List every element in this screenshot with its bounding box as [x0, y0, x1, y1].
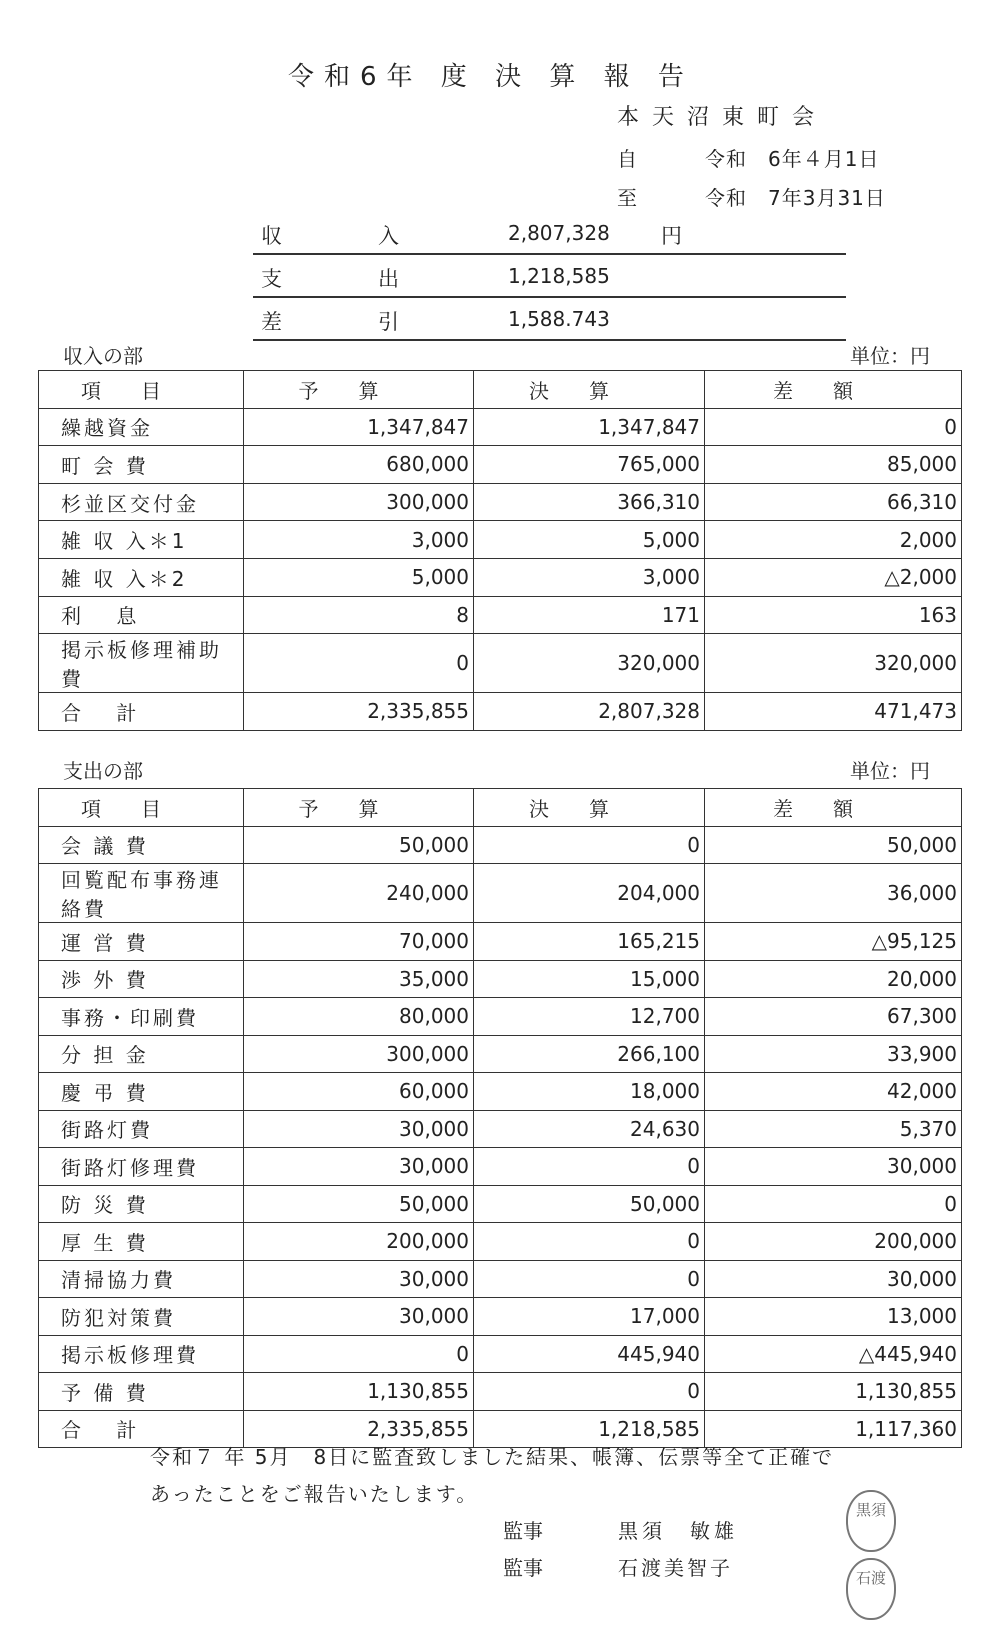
row-difference: 0 — [705, 1185, 962, 1223]
row-item-name: 雑 収 入＊1 — [39, 521, 244, 559]
auditor-role: 監事 — [503, 1556, 543, 1580]
table-row — [39, 1298, 962, 1336]
row-difference: 5,370 — [705, 1110, 962, 1148]
audit-statement-line1: 令和７ 年 5月 8日に監査致しました結果、帳簿、伝票等全て正確で — [150, 1445, 835, 1469]
row-difference: △2,000 — [705, 558, 962, 596]
row-item-name: 利 息 — [39, 596, 244, 634]
income-header-row — [39, 371, 962, 409]
row-item-name: 繰越資金 — [39, 408, 244, 446]
row-difference: △445,940 — [705, 1335, 962, 1373]
table-row — [39, 998, 962, 1036]
auditor-seal-stamp — [846, 1490, 896, 1552]
row-actual: 0 — [474, 1373, 705, 1411]
row-actual: 171 — [474, 596, 705, 634]
summary-row-expense — [253, 255, 846, 298]
row-item-name: 杉並区交付金 — [39, 483, 244, 521]
row-actual: 18,000 — [474, 1073, 705, 1111]
income-section-label: 収入の部 — [63, 344, 143, 368]
row-difference: 30,000 — [705, 1148, 962, 1186]
auditor-name: 石渡美智子 — [618, 1556, 733, 1580]
header-item: 項目 — [39, 789, 244, 827]
row-actual: 165,215 — [474, 923, 705, 961]
row-difference: 320,000 — [705, 634, 962, 693]
seal-text: 石渡 — [855, 1569, 886, 1587]
row-difference: 13,000 — [705, 1298, 962, 1336]
summary-block — [253, 212, 846, 341]
header-actual: 決算 — [474, 371, 705, 409]
table-row — [39, 558, 962, 596]
row-actual: 0 — [474, 1223, 705, 1261]
table-row — [39, 634, 962, 693]
row-item-name: 雑 収 入＊2 — [39, 558, 244, 596]
row-actual: 366,310 — [474, 483, 705, 521]
table-row — [39, 1110, 962, 1148]
row-budget: 5,000 — [244, 558, 474, 596]
row-actual: 765,000 — [474, 446, 705, 484]
row-item-name: 会 議 費 — [39, 826, 244, 864]
header-actual: 決算 — [474, 789, 705, 827]
header-difference: 差額 — [705, 789, 962, 827]
income-table — [38, 370, 962, 731]
row-difference: 66,310 — [705, 483, 962, 521]
row-difference: △95,125 — [705, 923, 962, 961]
row-budget: 60,000 — [244, 1073, 474, 1111]
row-actual: 0 — [474, 1260, 705, 1298]
summary-unit: 円 — [661, 224, 682, 248]
row-item-name: 掲示板修理費 — [39, 1335, 244, 1373]
row-budget: 2,335,855 — [244, 1410, 474, 1448]
table-row — [39, 960, 962, 998]
summary-row-balance — [253, 298, 846, 341]
row-actual: 2,807,328 — [474, 693, 705, 731]
row-actual: 12,700 — [474, 998, 705, 1036]
expense-table — [38, 788, 962, 1448]
row-budget: 30,000 — [244, 1260, 474, 1298]
expense-header-row — [39, 789, 962, 827]
table-row — [39, 408, 962, 446]
summary-label-char1: 支 — [261, 267, 282, 291]
summary-amount: 1,588.743 — [508, 307, 610, 331]
row-budget: 300,000 — [244, 1035, 474, 1073]
expense-section-label: 支出の部 — [63, 759, 143, 783]
row-actual: 204,000 — [474, 864, 705, 923]
period-from-date: 令和 6年４月1日 — [705, 147, 880, 171]
summary-amount: 2,807,328 — [508, 221, 610, 245]
income-unit-label: 単位：円 — [850, 344, 930, 368]
document-title: 令和6年 度 決 算 報 告 — [288, 62, 694, 92]
row-budget: 0 — [244, 1335, 474, 1373]
row-difference: 42,000 — [705, 1073, 962, 1111]
row-actual: 445,940 — [474, 1335, 705, 1373]
row-budget: 300,000 — [244, 483, 474, 521]
row-item-name: 防 災 費 — [39, 1185, 244, 1223]
table-row — [39, 1223, 962, 1261]
table-row — [39, 864, 962, 923]
row-item-name: 運 営 費 — [39, 923, 244, 961]
row-budget: 50,000 — [244, 1185, 474, 1223]
row-difference: 0 — [705, 408, 962, 446]
row-item-name: 町 会 費 — [39, 446, 244, 484]
row-difference: 2,000 — [705, 521, 962, 559]
row-item-name: 分 担 金 — [39, 1035, 244, 1073]
row-item-name: 渉 外 費 — [39, 960, 244, 998]
row-actual: 1,347,847 — [474, 408, 705, 446]
row-difference: 1,130,855 — [705, 1373, 962, 1411]
table-row — [39, 1373, 962, 1411]
organization-name: 本天沼東町会 — [617, 105, 828, 130]
row-actual: 1,218,585 — [474, 1410, 705, 1448]
period-from-label: 自 — [617, 147, 637, 171]
period-to-date: 令和 7年3月31日 — [705, 186, 886, 210]
audit-statement-line2: あったことをご報告いたします。 — [150, 1482, 479, 1506]
summary-label-char2: 入 — [378, 224, 399, 248]
row-actual: 320,000 — [474, 634, 705, 693]
auditor-role: 監事 — [503, 1519, 543, 1543]
row-difference: 33,900 — [705, 1035, 962, 1073]
row-difference: 50,000 — [705, 826, 962, 864]
row-budget: 30,000 — [244, 1110, 474, 1148]
row-item-name: 回覧配布事務連絡費 — [39, 864, 244, 923]
row-budget: 1,347,847 — [244, 408, 474, 446]
row-difference: 163 — [705, 596, 962, 634]
row-budget: 680,000 — [244, 446, 474, 484]
summary-amount: 1,218,585 — [508, 264, 610, 288]
row-actual: 17,000 — [474, 1298, 705, 1336]
table-row — [39, 521, 962, 559]
row-item-name: 事務・印刷費 — [39, 998, 244, 1036]
summary-row-income — [253, 212, 846, 255]
table-row — [39, 923, 962, 961]
table-row — [39, 1073, 962, 1111]
table-row — [39, 483, 962, 521]
row-difference: 200,000 — [705, 1223, 962, 1261]
header-item: 項目 — [39, 371, 244, 409]
row-difference: 67,300 — [705, 998, 962, 1036]
table-row — [39, 826, 962, 864]
row-budget: 30,000 — [244, 1298, 474, 1336]
row-actual: 0 — [474, 1148, 705, 1186]
row-item-name: 掲示板修理補助費 — [39, 634, 244, 693]
row-budget: 35,000 — [244, 960, 474, 998]
row-actual: 24,630 — [474, 1110, 705, 1148]
row-budget: 3,000 — [244, 521, 474, 559]
row-item-name: 合 計 — [39, 693, 244, 731]
row-budget: 240,000 — [244, 864, 474, 923]
auditor-seal-stamp — [846, 1558, 896, 1620]
header-budget: 予算 — [244, 371, 474, 409]
row-actual: 266,100 — [474, 1035, 705, 1073]
summary-label-char2: 引 — [378, 310, 399, 334]
row-item-name: 厚 生 費 — [39, 1223, 244, 1261]
row-budget: 30,000 — [244, 1148, 474, 1186]
table-row — [39, 1148, 962, 1186]
auditor-name: 黒須 敏雄 — [618, 1519, 738, 1543]
row-item-name: 街路灯費 — [39, 1110, 244, 1148]
table-row — [39, 1035, 962, 1073]
table-row — [39, 1335, 962, 1373]
row-item-name: 慶 弔 費 — [39, 1073, 244, 1111]
row-item-name: 清掃協力費 — [39, 1260, 244, 1298]
row-difference: 30,000 — [705, 1260, 962, 1298]
row-item-name: 街路灯修理費 — [39, 1148, 244, 1186]
row-item-name: 合 計 — [39, 1410, 244, 1448]
expense-unit-label: 単位：円 — [850, 759, 930, 783]
table-row — [39, 596, 962, 634]
table-row — [39, 1185, 962, 1223]
table-row — [39, 1260, 962, 1298]
row-item-name: 防犯対策費 — [39, 1298, 244, 1336]
period-to-label: 至 — [617, 186, 637, 210]
header-difference: 差額 — [705, 371, 962, 409]
row-difference: 471,473 — [705, 693, 962, 731]
row-item-name: 予 備 費 — [39, 1373, 244, 1411]
seal-text: 黒須 — [855, 1501, 886, 1519]
table-row — [39, 446, 962, 484]
row-budget: 2,335,855 — [244, 693, 474, 731]
row-budget: 200,000 — [244, 1223, 474, 1261]
row-actual: 0 — [474, 826, 705, 864]
row-actual: 50,000 — [474, 1185, 705, 1223]
row-budget: 8 — [244, 596, 474, 634]
row-budget: 1,130,855 — [244, 1373, 474, 1411]
row-difference: 1,117,360 — [705, 1410, 962, 1448]
row-actual: 3,000 — [474, 558, 705, 596]
row-budget: 0 — [244, 634, 474, 693]
row-budget: 70,000 — [244, 923, 474, 961]
row-budget: 80,000 — [244, 998, 474, 1036]
row-budget: 50,000 — [244, 826, 474, 864]
summary-label-char1: 収 — [261, 224, 282, 248]
row-difference: 85,000 — [705, 446, 962, 484]
row-difference: 20,000 — [705, 960, 962, 998]
row-actual: 15,000 — [474, 960, 705, 998]
header-budget: 予算 — [244, 789, 474, 827]
summary-label-char1: 差 — [261, 310, 282, 334]
table-row — [39, 693, 962, 731]
row-actual: 5,000 — [474, 521, 705, 559]
row-difference: 36,000 — [705, 864, 962, 923]
summary-label-char2: 出 — [378, 267, 399, 291]
